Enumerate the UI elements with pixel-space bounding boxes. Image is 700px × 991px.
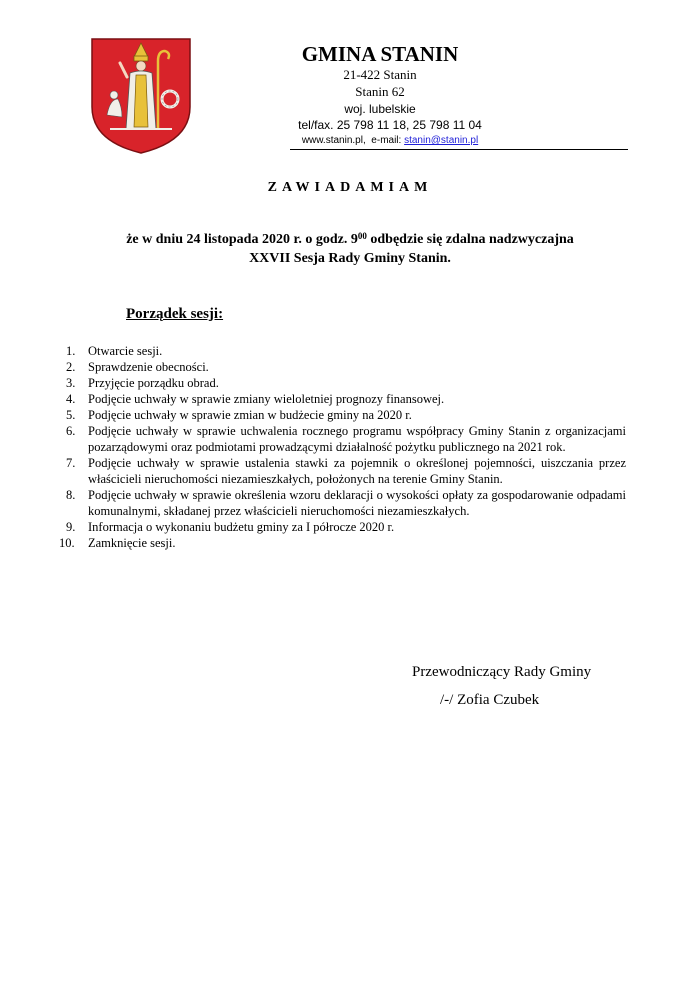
email-label: e-mail: [371,135,402,146]
postal-address: 21-422 Stanin [343,67,417,82]
announcement [60,230,640,268]
agenda-item: 7. Podjęcie uchwały w sprawie ustalenia stawki za pojemnik o określonej pojemności, uiszczania przez właścicieli nieruchomości niezamieszkałych, położonych na terenie Gminy Stanin. [66,456,626,486]
agenda-item: 9. Informacja o wykonaniu budżetu gminy za I półrocze 2020 r. [66,520,395,534]
notice-title: ZAWIADAMIAM [267,180,433,195]
header-divider [290,149,628,150]
web-contact [240,134,540,147]
agenda-list [59,343,626,551]
signatory-role: Przewodniczący Rady Gminy [412,664,592,680]
time-minutes: 00 [357,231,367,241]
agenda-item: 8. Podjęcie uchwały w sprawie określenia wzoru deklaracji o wysokości opłaty za gospodarowanie odpadami komunalnymi, składanej przez właścicieli nieruchomości niezamieszkałych. [66,488,626,518]
signatory-name: /-/ Zofia Czubek [440,692,540,708]
announcement-line-1: że w dniu 24 listopada 2020 r. o godz. $9^{00}$ odbędzie się zdalna nadzwyczajna [126,231,574,247]
agenda-item: 4. Podjęcie uchwały w sprawie zmiany wieloletniej prognozy finansowej. [66,392,445,406]
agenda-item: 3. Przyjęcie porządku obrad. [66,376,219,390]
agenda-title: Porządek sesji: [126,306,224,322]
agenda-item: 1. Otwarcie sesji. [66,344,163,358]
agenda-item: 10. Zamknięcie sesji. [59,536,176,550]
street-address: Stanin 62 [355,84,405,99]
announcement-line-2: XXVII Sesja Rady Gminy Stanin. [249,251,451,266]
agenda-item: 5. Podjęcie uchwały w sprawie zmian w budżecie gminy na 2020 r. [66,408,412,422]
org-name: GMINA STANIN [301,42,459,66]
phone-fax: tel/fax. 25 798 11 18, 25 798 11 04 [298,118,482,132]
agenda-item: 2. Sprawdzenie obecności. [66,360,209,374]
agenda-item: 6. Podjęcie uchwały w sprawie uchwalenia rocznego programu współpracy Gminy Stanin z organizacjami pozarządowymi oraz podmiotami prowadzącymi działalność pożytku publicznego na 2021 rok. [66,424,626,454]
province: woj. lubelskie [344,102,416,116]
website: www.stanin.pl, [301,135,366,146]
email-link[interactable]: stanin@stanin.pl [404,135,479,146]
coat-of-arms-logo [90,37,192,155]
